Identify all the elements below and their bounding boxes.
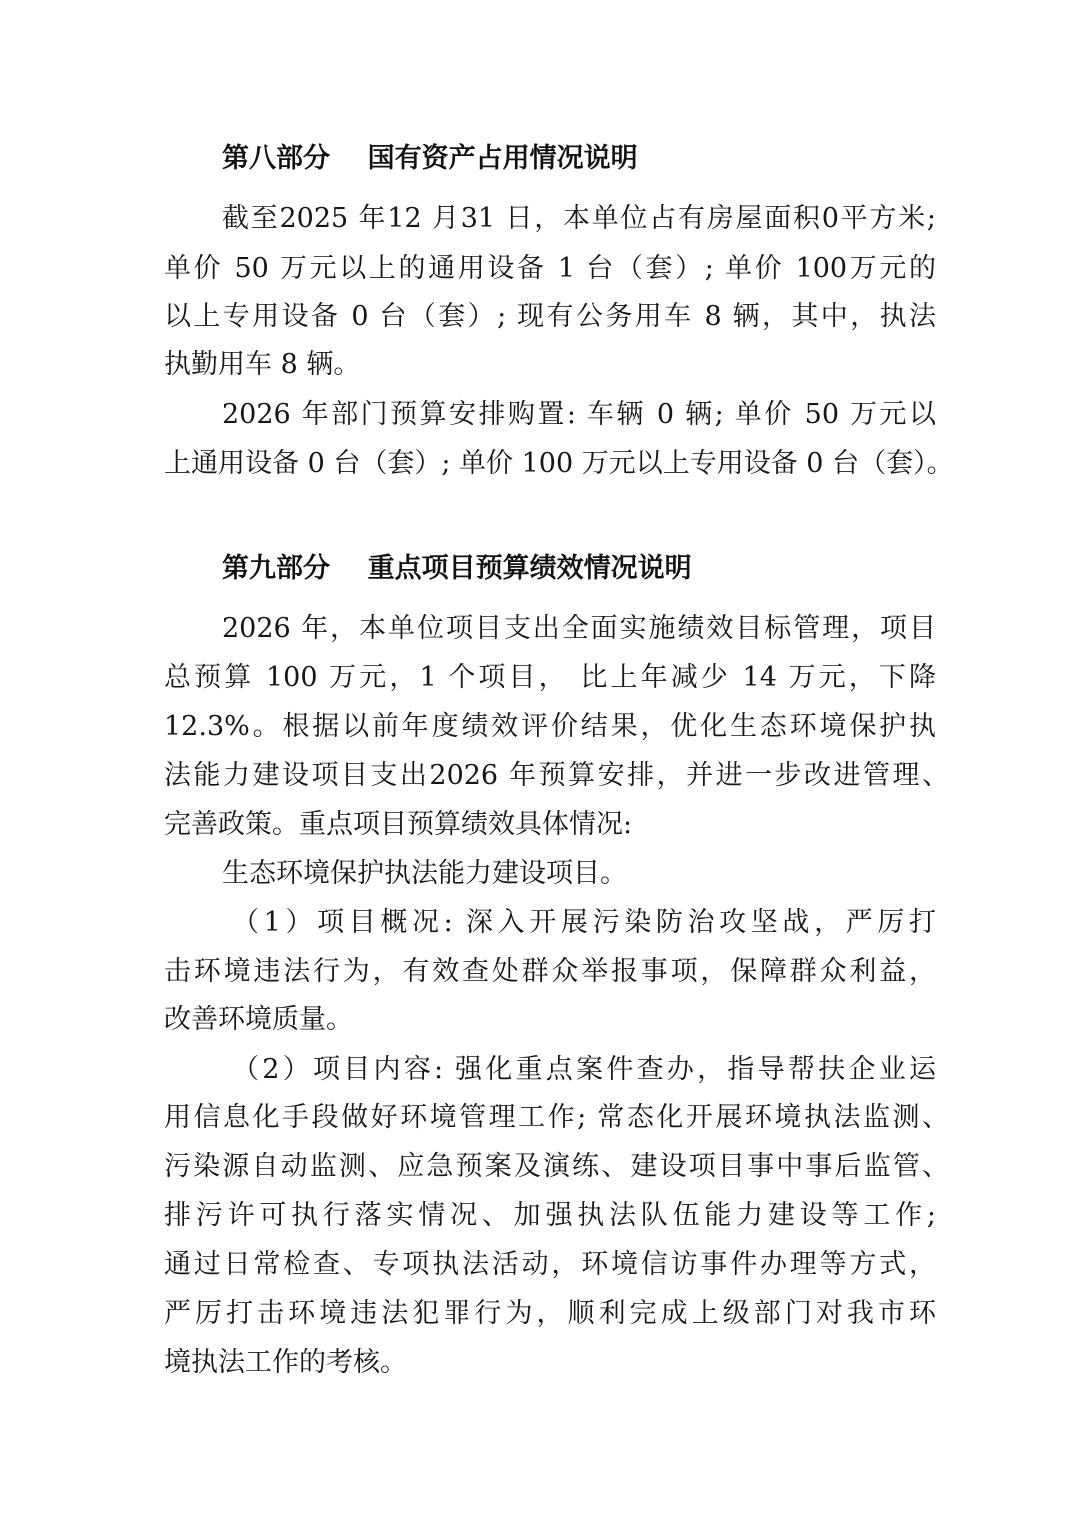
section-8-line-2: 单价 50 万元以上的通用设备 1 台（套）; 单价 100万元的 [164,253,936,284]
section-8-line-6: 上通用设备 0 台（套）; 单价 100 万元以上专用设备 0 台（套）。 [164,448,954,479]
section-9-line-13: 排污许可执行落实情况、加强执法队伍能力建设等工作; [164,1200,936,1231]
section-9-line-15: 严厉打击环境违法犯罪行为，顺利完成上级部门对我市环 [164,1298,936,1329]
section-9-line-7: （1）项目概况: 深入开展污染防治攻坚战，严厉打 [232,907,936,938]
section-8-line-1: 截至2025 年12 月31 日，本单位占有房屋面积0平方米; [222,203,936,234]
section-9-line-3: 12.3%。根据以前年度绩效评价结果，优化生态环境保护执 [164,711,936,742]
section-9-line-6: 生态环境保护执法能力建设项目。 [222,858,627,889]
section-8-heading: 第八部分 国有资产占用情况说明 [222,143,638,174]
section-9-line-10: （2）项目内容: 强化重点案件查办，指导帮扶企业运 [232,1054,936,1085]
section-8-line-5: 2026 年部门预算安排购置: 车辆 0 辆; 单价 50 万元以 [222,399,936,430]
section-9-line-2: 总预算 100 万元，1 个项目， 比上年减少 14 万元，下降 [164,662,936,693]
section-9-line-11: 用信息化手段做好环境管理工作; 常态化开展环境执法监测、 [164,1102,949,1133]
section-9-line-8: 击环境违法行为，有效查处群众举报事项，保障群众利益， [164,956,936,987]
section-9-line-16: 境执法工作的考核。 [164,1347,407,1378]
section-9-line-14: 通过日常检查、专项执法活动，环境信访事件办理等方式， [164,1249,936,1280]
section-9-line-12: 污染源自动监测、应急预案及演练、建设项目事中事后监管、 [164,1151,949,1182]
section-8-line-4: 执勤用车 8 辆。 [164,349,361,380]
section-9-line-9: 改善环境质量。 [164,1004,353,1035]
section-8-line-3: 以上专用设备 0 台（套）; 现有公务用车 8 辆，其中，执法 [164,301,936,332]
section-9-line-1: 2026 年，本单位项目支出全面实施绩效目标管理，项目 [222,613,936,644]
section-9-line-4: 法能力建设项目支出2026 年预算安排，并进一步改进管理、 [164,760,949,791]
section-9-heading: 第九部分 重点项目预算绩效情况说明 [222,553,692,584]
section-9-line-5: 完善政策。重点项目预算绩效具体情况: [164,809,633,840]
